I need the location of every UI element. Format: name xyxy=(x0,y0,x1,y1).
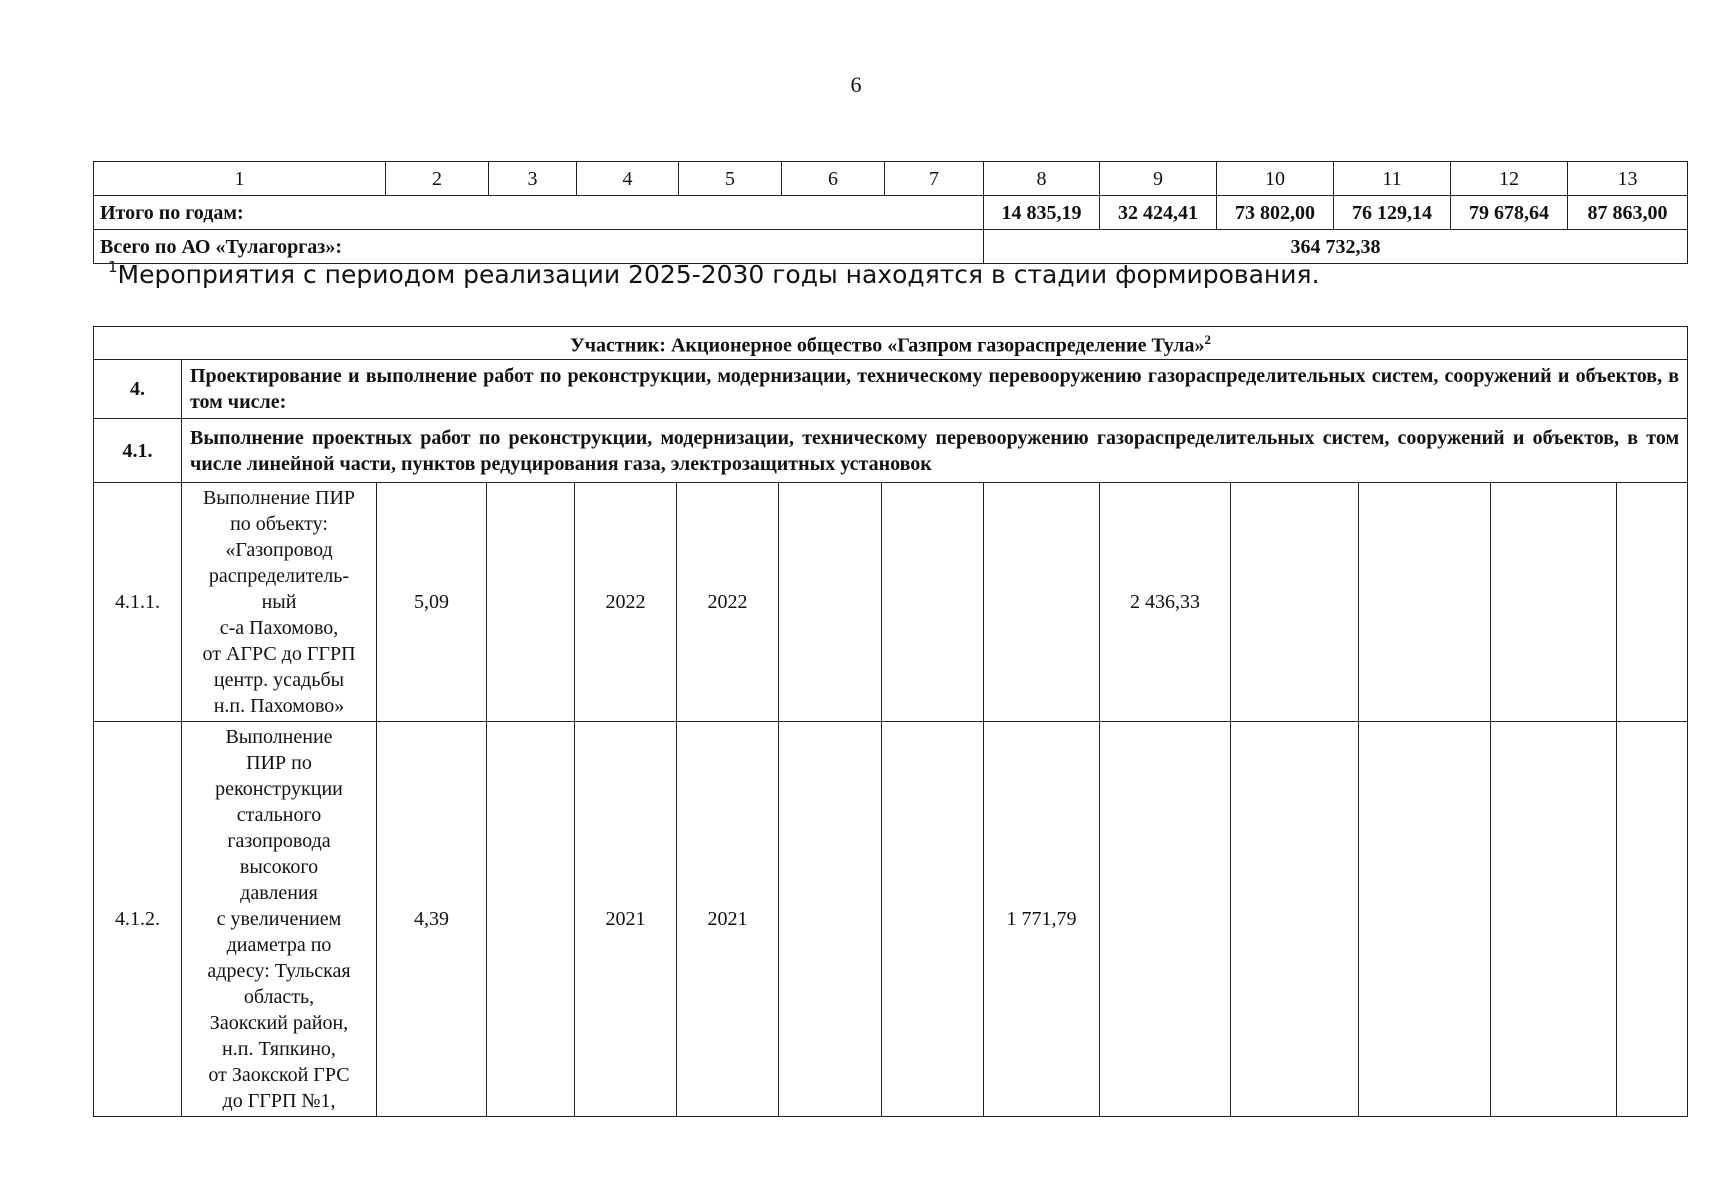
table-cell xyxy=(1359,722,1491,1117)
table-cell xyxy=(1100,722,1231,1117)
section-row xyxy=(94,360,1688,419)
name-line: адресу: Тульская xyxy=(207,960,351,982)
table-cell xyxy=(779,722,882,1117)
totals-by-year-row xyxy=(94,196,1688,230)
name-line: с-а Пахомово, xyxy=(219,617,339,639)
name-line: «Газопровод xyxy=(225,539,333,561)
section-number: 4.1. xyxy=(94,419,182,483)
participant-header xyxy=(94,327,1688,360)
column-number: 4 xyxy=(577,162,679,196)
column-number: 5 xyxy=(679,162,782,196)
column-number: 13 xyxy=(1568,162,1688,196)
table-cell: 2022 xyxy=(575,483,677,722)
name-line: по объекту: xyxy=(230,513,328,535)
table-cell xyxy=(882,483,984,722)
table-cell xyxy=(1617,483,1688,722)
name-line: Выполнение ПИР xyxy=(202,487,356,509)
table-cell: 2 436,33 xyxy=(1100,483,1231,722)
total-year-value: 76 129,14 xyxy=(1334,196,1451,230)
totals-by-year-label: Итого по годам: xyxy=(94,196,984,230)
participant-text: Участник: Акционерное общество «Газпром газораспределение Тула» xyxy=(570,334,1205,357)
column-number: 8 xyxy=(984,162,1100,196)
footnote-text: Мероприятия с периодом реализации 2025-2030 годы находятся в стадии формирования. xyxy=(117,260,1320,289)
main-table xyxy=(93,326,1688,1117)
participant-row xyxy=(94,327,1688,360)
column-number: 3 xyxy=(489,162,577,196)
table-cell xyxy=(487,722,575,1117)
table-row xyxy=(94,722,1688,1117)
total-year-value: 79 678,64 xyxy=(1451,196,1568,230)
column-number: 9 xyxy=(1100,162,1217,196)
row-number: 4.1.2. xyxy=(94,722,182,1117)
table-cell xyxy=(984,483,1100,722)
name-line: н.п. Пахомово» xyxy=(213,695,345,717)
name-line: н.п. Тяпкино, xyxy=(222,1038,336,1060)
column-number: 12 xyxy=(1451,162,1568,196)
footnote xyxy=(108,260,1320,289)
name-line: стального xyxy=(236,804,322,826)
name-line: реконструкции xyxy=(215,778,343,800)
name-line: высокого xyxy=(239,856,319,878)
table-cell xyxy=(1231,722,1359,1117)
table-cell: 4,39 xyxy=(377,722,487,1117)
footnote-mark: 1 xyxy=(108,258,118,276)
name-line: давления xyxy=(240,882,318,904)
section-row xyxy=(94,419,1688,483)
grand-total-row xyxy=(94,230,1688,264)
name-line: газопровода xyxy=(227,830,331,852)
name-line: область, xyxy=(243,986,315,1008)
table-cell: 2021 xyxy=(677,722,779,1117)
name-line: центр. усадьбы xyxy=(213,669,345,691)
column-number: 10 xyxy=(1217,162,1334,196)
table-cell xyxy=(1491,722,1617,1117)
table-cell xyxy=(487,483,575,722)
grand-total-value: 364 732,38 xyxy=(984,230,1688,264)
participant-mark: 2 xyxy=(1204,332,1212,348)
row-name xyxy=(182,722,377,1117)
column-number: 6 xyxy=(782,162,885,196)
section-title: Выполнение проектных работ по реконструкции, модернизации, техническому перевооружению газораспределительных систем, сооружений и объектов, в том числе линейной части, пунктов редуцирования газа, электрозащитных установок xyxy=(182,419,1688,483)
table-row xyxy=(94,483,1688,722)
total-year-value: 73 802,00 xyxy=(1217,196,1334,230)
table-cell xyxy=(1617,722,1688,1117)
name-line: до ГГРП №1, xyxy=(222,1090,336,1112)
table-cell: 2022 xyxy=(677,483,779,722)
table-cell: 2021 xyxy=(575,722,677,1117)
table-cell xyxy=(779,483,882,722)
grand-total-label: Всего по АО «Тулагоргаз»: xyxy=(94,230,984,264)
row-name xyxy=(182,483,377,722)
row-number: 4.1.1. xyxy=(94,483,182,722)
column-number: 2 xyxy=(386,162,489,196)
name-line: ПИР по xyxy=(246,752,312,774)
table-cell xyxy=(1359,483,1491,722)
column-number: 7 xyxy=(885,162,984,196)
table-cell xyxy=(1231,483,1359,722)
name-line: Заокский район, xyxy=(209,1012,349,1034)
summary-table xyxy=(93,161,1688,264)
table-cell: 1 771,79 xyxy=(984,722,1100,1117)
total-year-value: 87 863,00 xyxy=(1568,196,1688,230)
name-line: от Заокской ГРС xyxy=(208,1064,350,1086)
column-number-row xyxy=(94,162,1688,196)
page-number: 6 xyxy=(850,72,862,97)
column-number: 11 xyxy=(1334,162,1451,196)
table-cell xyxy=(1491,483,1617,722)
table-cell: 5,09 xyxy=(377,483,487,722)
name-line: ный xyxy=(261,591,297,613)
name-line: Выполнение xyxy=(225,726,333,748)
section-title: Проектирование и выполнение работ по реконструкции, модернизации, техническому перевооружению газораспределительных систем, сооружений и объектов, в том числе: xyxy=(182,360,1688,419)
total-year-value: 32 424,41 xyxy=(1100,196,1217,230)
name-line: от АГРС до ГГРП xyxy=(202,643,356,665)
total-year-value: 14 835,19 xyxy=(984,196,1100,230)
section-number: 4. xyxy=(94,360,182,419)
table-cell xyxy=(882,722,984,1117)
column-number: 1 xyxy=(94,162,386,196)
name-line: диаметра по xyxy=(226,934,332,956)
name-line: распределитель- xyxy=(208,565,350,587)
name-line: с увеличением xyxy=(216,908,342,930)
